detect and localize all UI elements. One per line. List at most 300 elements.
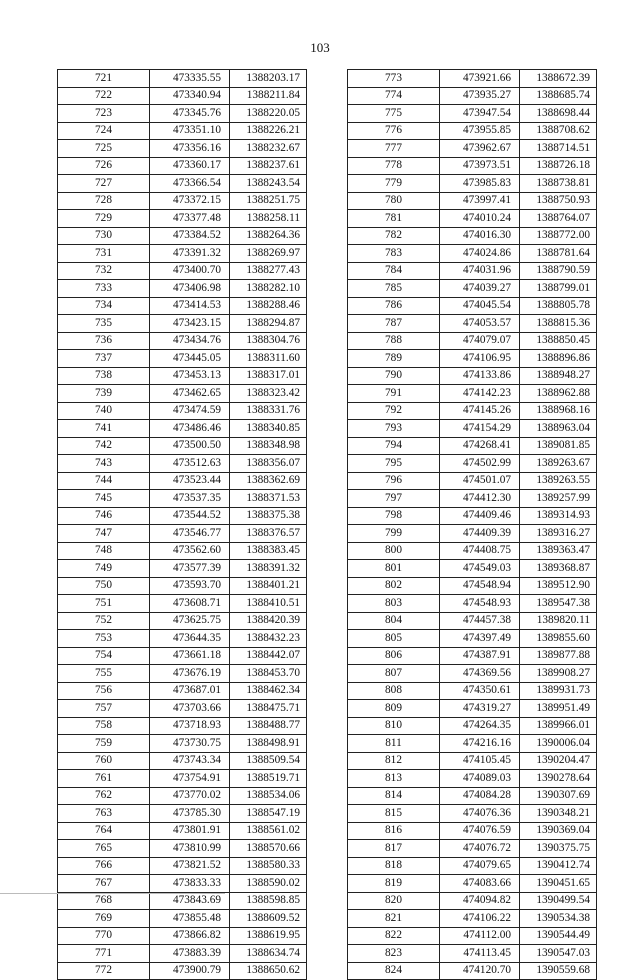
- x-coordinate-cell: 473345.76: [150, 105, 230, 123]
- x-coordinate-cell: 474369.56: [440, 665, 520, 683]
- table-row: [348, 122, 597, 140]
- point-number-cell: 773: [348, 70, 440, 88]
- table-row: [58, 945, 307, 963]
- table-row: [58, 752, 307, 770]
- x-coordinate-cell: 473335.55: [150, 70, 230, 88]
- y-coordinate-cell: 1388509.54: [230, 752, 307, 770]
- point-number-cell: 737: [58, 350, 150, 368]
- table-row: [58, 367, 307, 385]
- y-coordinate-cell: 1388203.17: [230, 70, 307, 88]
- y-coordinate-cell: 1388598.85: [230, 892, 307, 910]
- table-row: [58, 175, 307, 193]
- x-coordinate-cell: 473434.76: [150, 332, 230, 350]
- table-row: [58, 455, 307, 473]
- y-coordinate-cell: 1388805.78: [520, 297, 597, 315]
- point-number-cell: 734: [58, 297, 150, 315]
- x-coordinate-cell: 474120.70: [440, 962, 520, 980]
- point-number-cell: 761: [58, 770, 150, 788]
- point-number-cell: 806: [348, 647, 440, 665]
- table-row: [58, 892, 307, 910]
- x-coordinate-cell: 474076.36: [440, 805, 520, 823]
- point-number-cell: 763: [58, 805, 150, 823]
- y-coordinate-cell: 1388232.67: [230, 140, 307, 158]
- x-coordinate-cell: 474457.38: [440, 612, 520, 630]
- x-coordinate-cell: 473544.52: [150, 507, 230, 525]
- x-coordinate-cell: 473377.48: [150, 210, 230, 228]
- table-row: [58, 280, 307, 298]
- y-coordinate-cell: 1388220.05: [230, 105, 307, 123]
- point-number-cell: 736: [58, 332, 150, 350]
- y-coordinate-cell: 1389314.93: [520, 507, 597, 525]
- table-row: [58, 647, 307, 665]
- point-number-cell: 770: [58, 927, 150, 945]
- table-row: [348, 367, 597, 385]
- y-coordinate-cell: 1388243.54: [230, 175, 307, 193]
- y-coordinate-cell: 1390544.49: [520, 927, 597, 945]
- x-coordinate-cell: 473512.63: [150, 455, 230, 473]
- point-number-cell: 765: [58, 840, 150, 858]
- x-coordinate-cell: 473866.82: [150, 927, 230, 945]
- point-number-cell: 742: [58, 437, 150, 455]
- table-row: [58, 227, 307, 245]
- y-coordinate-cell: 1388619.95: [230, 927, 307, 945]
- point-number-cell: 805: [348, 630, 440, 648]
- point-number-cell: 793: [348, 420, 440, 438]
- x-coordinate-cell: 473625.75: [150, 612, 230, 630]
- table-row: [348, 140, 597, 158]
- x-coordinate-cell: 474106.95: [440, 350, 520, 368]
- table-row: [58, 87, 307, 105]
- y-coordinate-cell: 1389820.11: [520, 612, 597, 630]
- x-coordinate-cell: 474113.45: [440, 945, 520, 963]
- point-number-cell: 810: [348, 717, 440, 735]
- point-number-cell: 799: [348, 525, 440, 543]
- point-number-cell: 811: [348, 735, 440, 753]
- y-coordinate-cell: 1388383.45: [230, 542, 307, 560]
- point-number-cell: 726: [58, 157, 150, 175]
- table-row: [58, 472, 307, 490]
- table-row: [348, 157, 597, 175]
- table-row: [348, 927, 597, 945]
- point-number-cell: 729: [58, 210, 150, 228]
- y-coordinate-cell: 1389877.88: [520, 647, 597, 665]
- point-number-cell: 756: [58, 682, 150, 700]
- table-row: [348, 332, 597, 350]
- x-coordinate-cell: 474501.07: [440, 472, 520, 490]
- y-coordinate-cell: 1388356.07: [230, 455, 307, 473]
- table-row: [58, 507, 307, 525]
- point-number-cell: 768: [58, 892, 150, 910]
- y-coordinate-cell: 1388462.34: [230, 682, 307, 700]
- y-coordinate-cell: 1388547.19: [230, 805, 307, 823]
- y-coordinate-cell: 1388432.23: [230, 630, 307, 648]
- table-row: [348, 70, 597, 88]
- point-number-cell: 814: [348, 787, 440, 805]
- table-row: [58, 297, 307, 315]
- y-coordinate-cell: 1388609.52: [230, 910, 307, 928]
- table-row: [58, 787, 307, 805]
- point-number-cell: 787: [348, 315, 440, 333]
- y-coordinate-cell: 1388237.61: [230, 157, 307, 175]
- table-row: [58, 385, 307, 403]
- table-row: [58, 262, 307, 280]
- y-coordinate-cell: 1388362.69: [230, 472, 307, 490]
- x-coordinate-cell: 474142.23: [440, 385, 520, 403]
- point-number-cell: 821: [348, 910, 440, 928]
- x-coordinate-cell: 474216.16: [440, 735, 520, 753]
- coordinate-table-right: [347, 69, 597, 980]
- point-number-cell: 744: [58, 472, 150, 490]
- y-coordinate-cell: 1390278.64: [520, 770, 597, 788]
- y-coordinate-cell: 1389368.87: [520, 560, 597, 578]
- point-number-cell: 819: [348, 875, 440, 893]
- bottom-rule: [0, 893, 225, 894]
- y-coordinate-cell: 1389966.01: [520, 717, 597, 735]
- y-coordinate-cell: 1388288.46: [230, 297, 307, 315]
- table-row: [348, 542, 597, 560]
- y-coordinate-cell: 1390534.38: [520, 910, 597, 928]
- y-coordinate-cell: 1388963.04: [520, 420, 597, 438]
- table-row: [58, 682, 307, 700]
- table-row: [348, 525, 597, 543]
- x-coordinate-cell: 473718.93: [150, 717, 230, 735]
- x-coordinate-cell: 473546.77: [150, 525, 230, 543]
- table-row: [348, 875, 597, 893]
- y-coordinate-cell: 1388304.76: [230, 332, 307, 350]
- point-number-cell: 771: [58, 945, 150, 963]
- table-row: [348, 822, 597, 840]
- point-number-cell: 728: [58, 192, 150, 210]
- point-number-cell: 807: [348, 665, 440, 683]
- y-coordinate-cell: 1388498.91: [230, 735, 307, 753]
- x-coordinate-cell: 473900.79: [150, 962, 230, 980]
- x-coordinate-cell: 474031.96: [440, 262, 520, 280]
- y-coordinate-cell: 1389263.55: [520, 472, 597, 490]
- table-row: [348, 507, 597, 525]
- point-number-cell: 813: [348, 770, 440, 788]
- point-number-cell: 731: [58, 245, 150, 263]
- table-row: [58, 437, 307, 455]
- table-row: [348, 280, 597, 298]
- point-number-cell: 777: [348, 140, 440, 158]
- point-number-cell: 733: [58, 280, 150, 298]
- point-number-cell: 804: [348, 612, 440, 630]
- y-coordinate-cell: 1388590.02: [230, 875, 307, 893]
- y-coordinate-cell: 1388750.93: [520, 192, 597, 210]
- table-row: [348, 262, 597, 280]
- point-number-cell: 800: [348, 542, 440, 560]
- y-coordinate-cell: 1389363.47: [520, 542, 597, 560]
- x-coordinate-cell: 474079.07: [440, 332, 520, 350]
- y-coordinate-cell: 1388781.64: [520, 245, 597, 263]
- x-coordinate-cell: 474010.24: [440, 210, 520, 228]
- point-number-cell: 721: [58, 70, 150, 88]
- y-coordinate-cell: 1388317.01: [230, 367, 307, 385]
- point-number-cell: 798: [348, 507, 440, 525]
- table-row: [348, 647, 597, 665]
- table-row: [348, 945, 597, 963]
- table-row: [348, 105, 597, 123]
- y-coordinate-cell: 1388799.01: [520, 280, 597, 298]
- table-row: [348, 630, 597, 648]
- table-row: [348, 245, 597, 263]
- y-coordinate-cell: 1389316.27: [520, 525, 597, 543]
- y-coordinate-cell: 1388650.62: [230, 962, 307, 980]
- table-row: [58, 927, 307, 945]
- point-number-cell: 818: [348, 857, 440, 875]
- y-coordinate-cell: 1389512.90: [520, 577, 597, 595]
- table-row: [348, 560, 597, 578]
- x-coordinate-cell: 473391.32: [150, 245, 230, 263]
- x-coordinate-cell: 474024.86: [440, 245, 520, 263]
- point-number-cell: 741: [58, 420, 150, 438]
- table-row: [348, 612, 597, 630]
- y-coordinate-cell: 1390369.04: [520, 822, 597, 840]
- table-row: [348, 175, 597, 193]
- point-number-cell: 723: [58, 105, 150, 123]
- x-coordinate-cell: 473537.35: [150, 490, 230, 508]
- table-row: [58, 857, 307, 875]
- x-coordinate-cell: 474154.29: [440, 420, 520, 438]
- table-row: [348, 805, 597, 823]
- y-coordinate-cell: 1388634.74: [230, 945, 307, 963]
- x-coordinate-cell: 473743.34: [150, 752, 230, 770]
- y-coordinate-cell: 1388896.86: [520, 350, 597, 368]
- x-coordinate-cell: 473883.39: [150, 945, 230, 963]
- x-coordinate-cell: 474079.65: [440, 857, 520, 875]
- y-coordinate-cell: 1388311.60: [230, 350, 307, 368]
- y-coordinate-cell: 1388442.07: [230, 647, 307, 665]
- y-coordinate-cell: 1388714.51: [520, 140, 597, 158]
- x-coordinate-cell: 473356.16: [150, 140, 230, 158]
- x-coordinate-cell: 473855.48: [150, 910, 230, 928]
- y-coordinate-cell: 1388282.10: [230, 280, 307, 298]
- x-coordinate-cell: 474076.59: [440, 822, 520, 840]
- x-coordinate-cell: 474502.99: [440, 455, 520, 473]
- point-number-cell: 820: [348, 892, 440, 910]
- x-coordinate-cell: 473500.50: [150, 437, 230, 455]
- y-coordinate-cell: 1388371.53: [230, 490, 307, 508]
- point-number-cell: 774: [348, 87, 440, 105]
- table-row: [348, 857, 597, 875]
- point-number-cell: 795: [348, 455, 440, 473]
- x-coordinate-cell: 474319.27: [440, 700, 520, 718]
- x-coordinate-cell: 473997.41: [440, 192, 520, 210]
- y-coordinate-cell: 1388294.87: [230, 315, 307, 333]
- table-row: [58, 595, 307, 613]
- point-number-cell: 801: [348, 560, 440, 578]
- y-coordinate-cell: 1390499.54: [520, 892, 597, 910]
- point-number-cell: 739: [58, 385, 150, 403]
- y-coordinate-cell: 1388726.18: [520, 157, 597, 175]
- point-number-cell: 781: [348, 210, 440, 228]
- y-coordinate-cell: 1388948.27: [520, 367, 597, 385]
- table-row: [348, 962, 597, 980]
- table-row: [58, 70, 307, 88]
- x-coordinate-cell: 473445.05: [150, 350, 230, 368]
- x-coordinate-cell: 474268.41: [440, 437, 520, 455]
- y-coordinate-cell: 1388420.39: [230, 612, 307, 630]
- point-number-cell: 788: [348, 332, 440, 350]
- point-number-cell: 797: [348, 490, 440, 508]
- table-row: [348, 297, 597, 315]
- y-coordinate-cell: 1388519.71: [230, 770, 307, 788]
- point-number-cell: 789: [348, 350, 440, 368]
- table-row: [348, 665, 597, 683]
- table-row: [348, 455, 597, 473]
- y-coordinate-cell: 1390412.74: [520, 857, 597, 875]
- y-coordinate-cell: 1388269.97: [230, 245, 307, 263]
- point-number-cell: 749: [58, 560, 150, 578]
- x-coordinate-cell: 473577.39: [150, 560, 230, 578]
- x-coordinate-cell: 474412.30: [440, 490, 520, 508]
- y-coordinate-cell: 1388561.02: [230, 822, 307, 840]
- point-number-cell: 740: [58, 402, 150, 420]
- table-row: [58, 612, 307, 630]
- y-coordinate-cell: 1388264.36: [230, 227, 307, 245]
- y-coordinate-cell: 1388672.39: [520, 70, 597, 88]
- y-coordinate-cell: 1388698.44: [520, 105, 597, 123]
- y-coordinate-cell: 1388211.84: [230, 87, 307, 105]
- x-coordinate-cell: 474409.39: [440, 525, 520, 543]
- x-coordinate-cell: 473474.59: [150, 402, 230, 420]
- table-row: [348, 210, 597, 228]
- x-coordinate-cell: 473486.46: [150, 420, 230, 438]
- x-coordinate-cell: 474083.66: [440, 875, 520, 893]
- x-coordinate-cell: 474089.03: [440, 770, 520, 788]
- point-number-cell: 730: [58, 227, 150, 245]
- y-coordinate-cell: 1388790.59: [520, 262, 597, 280]
- x-coordinate-cell: 473400.70: [150, 262, 230, 280]
- table-row: [58, 577, 307, 595]
- table-row: [348, 700, 597, 718]
- point-number-cell: 808: [348, 682, 440, 700]
- y-coordinate-cell: 1390375.75: [520, 840, 597, 858]
- x-coordinate-cell: 473770.02: [150, 787, 230, 805]
- point-number-cell: 776: [348, 122, 440, 140]
- table-row: [348, 770, 597, 788]
- point-number-cell: 760: [58, 752, 150, 770]
- table-row: [348, 752, 597, 770]
- table-row: [58, 910, 307, 928]
- y-coordinate-cell: 1388277.43: [230, 262, 307, 280]
- y-coordinate-cell: 1389931.73: [520, 682, 597, 700]
- table-row: [58, 822, 307, 840]
- y-coordinate-cell: 1388323.42: [230, 385, 307, 403]
- x-coordinate-cell: 473754.91: [150, 770, 230, 788]
- point-number-cell: 794: [348, 437, 440, 455]
- y-coordinate-cell: 1388376.57: [230, 525, 307, 543]
- table-row: [58, 525, 307, 543]
- y-coordinate-cell: 1390559.68: [520, 962, 597, 980]
- point-number-cell: 764: [58, 822, 150, 840]
- table-row: [58, 245, 307, 263]
- table-row: [348, 682, 597, 700]
- x-coordinate-cell: 474133.86: [440, 367, 520, 385]
- x-coordinate-cell: 473360.17: [150, 157, 230, 175]
- point-number-cell: 757: [58, 700, 150, 718]
- x-coordinate-cell: 474350.61: [440, 682, 520, 700]
- point-number-cell: 809: [348, 700, 440, 718]
- y-coordinate-cell: 1388348.98: [230, 437, 307, 455]
- table-row: [58, 350, 307, 368]
- y-coordinate-cell: 1388226.21: [230, 122, 307, 140]
- point-number-cell: 755: [58, 665, 150, 683]
- table-row: [58, 560, 307, 578]
- y-coordinate-cell: 1388850.45: [520, 332, 597, 350]
- y-coordinate-cell: 1388738.81: [520, 175, 597, 193]
- x-coordinate-cell: 473593.70: [150, 577, 230, 595]
- point-number-cell: 759: [58, 735, 150, 753]
- table-row: [348, 402, 597, 420]
- y-coordinate-cell: 1389547.38: [520, 595, 597, 613]
- point-number-cell: 750: [58, 577, 150, 595]
- y-coordinate-cell: 1388708.62: [520, 122, 597, 140]
- coordinate-table-left: [57, 69, 307, 980]
- point-number-cell: 823: [348, 945, 440, 963]
- y-coordinate-cell: 1390204.47: [520, 752, 597, 770]
- point-number-cell: 783: [348, 245, 440, 263]
- x-coordinate-cell: 473453.13: [150, 367, 230, 385]
- table-row: [58, 105, 307, 123]
- x-coordinate-cell: 473340.94: [150, 87, 230, 105]
- y-coordinate-cell: 1388340.85: [230, 420, 307, 438]
- point-number-cell: 738: [58, 367, 150, 385]
- point-number-cell: 743: [58, 455, 150, 473]
- x-coordinate-cell: 473661.18: [150, 647, 230, 665]
- point-number-cell: 753: [58, 630, 150, 648]
- table-row: [58, 717, 307, 735]
- x-coordinate-cell: 473366.54: [150, 175, 230, 193]
- table-row: [348, 420, 597, 438]
- table-row: [58, 630, 307, 648]
- point-number-cell: 779: [348, 175, 440, 193]
- point-number-cell: 817: [348, 840, 440, 858]
- y-coordinate-cell: 1388258.11: [230, 210, 307, 228]
- point-number-cell: 812: [348, 752, 440, 770]
- table-row: [348, 87, 597, 105]
- y-coordinate-cell: 1388475.71: [230, 700, 307, 718]
- x-coordinate-cell: 473833.33: [150, 875, 230, 893]
- x-coordinate-cell: 474548.93: [440, 595, 520, 613]
- table-row: [58, 840, 307, 858]
- point-number-cell: 767: [58, 875, 150, 893]
- x-coordinate-cell: 474039.27: [440, 280, 520, 298]
- point-number-cell: 824: [348, 962, 440, 980]
- y-coordinate-cell: 1389257.99: [520, 490, 597, 508]
- point-number-cell: 786: [348, 297, 440, 315]
- table-row: [348, 717, 597, 735]
- y-coordinate-cell: 1388764.07: [520, 210, 597, 228]
- table-row: [348, 315, 597, 333]
- y-coordinate-cell: 1388570.66: [230, 840, 307, 858]
- point-number-cell: 727: [58, 175, 150, 193]
- point-number-cell: 754: [58, 647, 150, 665]
- point-number-cell: 780: [348, 192, 440, 210]
- point-number-cell: 769: [58, 910, 150, 928]
- table-row: [58, 332, 307, 350]
- x-coordinate-cell: 473523.44: [150, 472, 230, 490]
- y-coordinate-cell: 1388815.36: [520, 315, 597, 333]
- y-coordinate-cell: 1390348.21: [520, 805, 597, 823]
- table-row: [58, 962, 307, 980]
- table-row: [348, 892, 597, 910]
- y-coordinate-cell: 1390451.65: [520, 875, 597, 893]
- y-coordinate-cell: 1390006.04: [520, 735, 597, 753]
- table-row: [348, 192, 597, 210]
- table-row: [348, 735, 597, 753]
- x-coordinate-cell: 473644.35: [150, 630, 230, 648]
